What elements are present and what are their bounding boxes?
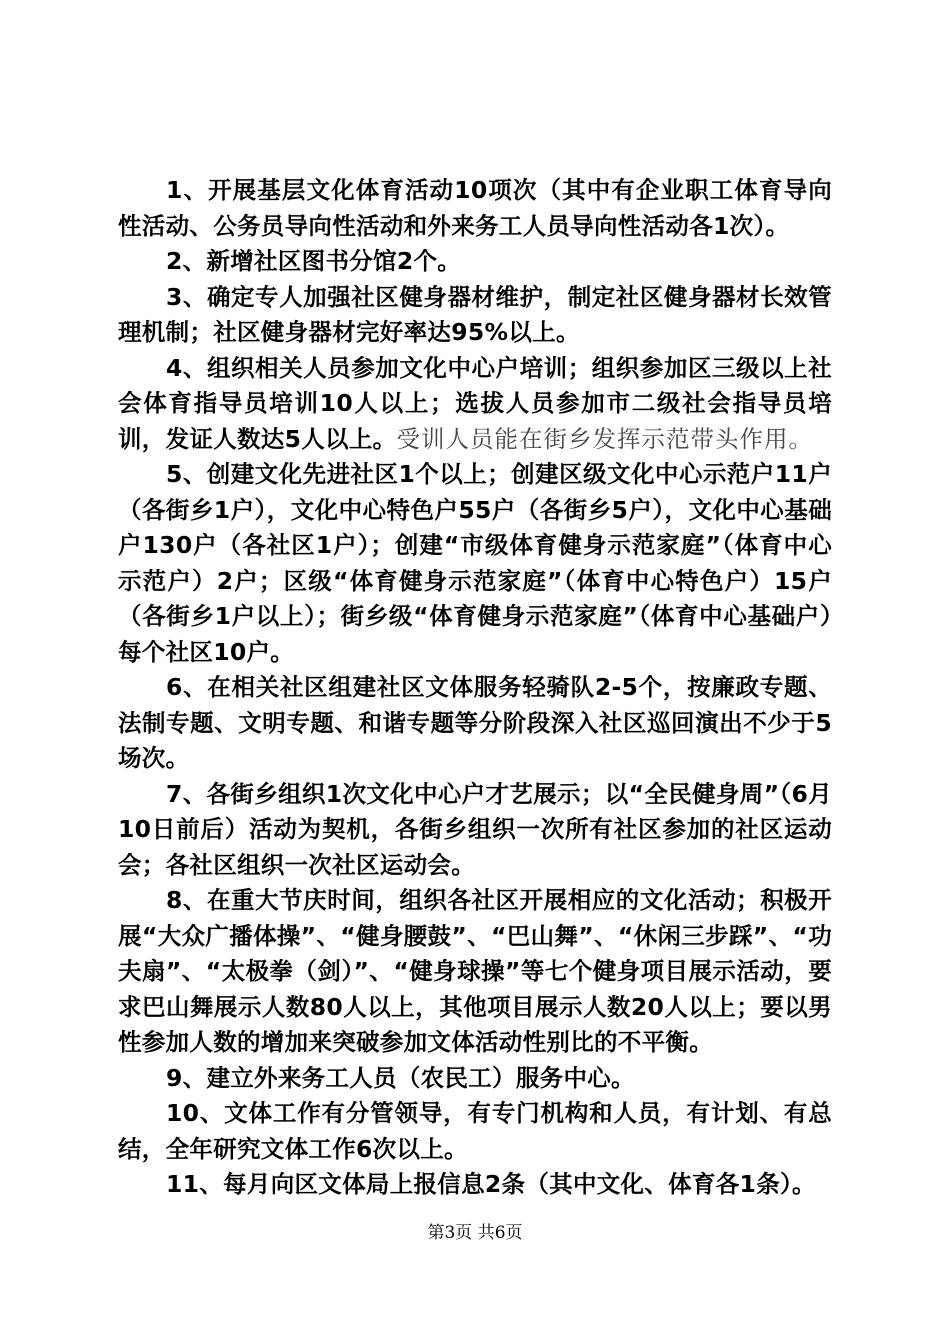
item-text: 5、创建文化先进社区1个以上；创建区级文化中心示范户11户（各街乡1户），文化中心特色户55户（各街乡5户），文化中心基础户130户（各社区1户）；创建“市级体育健身示范家庭”（体育中心示范户）2户；区级“体育健身示范家庭”（体育中心特色户）15户（各街乡1户以上）；街乡级“体育健身示范家庭”（体育中心基础户）每个社区10户。 (118, 460, 832, 666)
list-item (118, 777, 832, 884)
list-item (118, 244, 832, 280)
page-footer (0, 1218, 950, 1243)
item-text: 8、在重大节庆时间，组织各社区开展相应的文化活动；积极开展“大众广播体操”、“健身腰鼓”、“巴山舞”、“休闲三步踩”、“功夫扇”、“太极拳（剑）”、“健身球操”等七个健身项目展示活动，要求巴山舞展示人数80人以上，其他项目展示人数20人以上；要以男性参加人数的增加来突破参加文体活动性别比的不平衡。 (118, 886, 832, 1056)
item-text: 7、各街乡组织1次文化中心户才艺展示；以“全民健身周”（6月10日前后）活动为契机，各街乡组织一次所有社区参加的社区运动会；各社区组织一次社区运动会。 (118, 779, 832, 879)
item-text: 4、组织相关人员参加文化中心户培训；组织参加区三级以上社会体育指导员培训10人以上；选拔人员参加市二级社会指导员培训，发证人数达5人以上。 (118, 353, 832, 453)
item-text: 9、建立外来务工人员（农民工）服务中心。 (166, 1063, 635, 1092)
list-item (118, 280, 832, 351)
document-body (118, 173, 832, 1203)
list-item (118, 457, 832, 670)
item-text: 3、确定专人加强社区健身器材维护，制定社区健身器材长效管理机制；社区健身器材完好率达95%以上。 (118, 282, 832, 346)
item-note: 受训人员能在街乡发挥示范带头作用。 (396, 424, 813, 453)
item-text: 11、每月向区文体局上报信息2条（其中文化、体育各1条）。 (166, 1170, 816, 1198)
list-item (118, 1167, 832, 1203)
list-item (118, 351, 832, 458)
item-text: 10、文体工作有分管领导，有专门机构和人员，有计划、有总结，全年研究文体工作6次以上。 (118, 1099, 832, 1163)
list-item (118, 1061, 832, 1097)
item-text: 6、在相关社区组建社区文体服务轻骑队2-5个，按廉政专题、法制专题、文明专题、和谐专题等分阶段深入社区巡回演出不少于5场次。 (118, 673, 832, 772)
list-item (118, 1096, 832, 1167)
item-text: 2、新增社区图书分馆2个。 (166, 247, 462, 275)
page-number: 第3页 共6页 (427, 1223, 523, 1243)
item-text: 1、开展基层文化体育活动10项次（其中有企业职工体育导向性活动、公务员导向性活动和外来务工人员导向性活动各1次）。 (118, 176, 832, 240)
list-item (118, 173, 832, 244)
list-item (118, 670, 832, 777)
list-item (118, 883, 832, 1061)
